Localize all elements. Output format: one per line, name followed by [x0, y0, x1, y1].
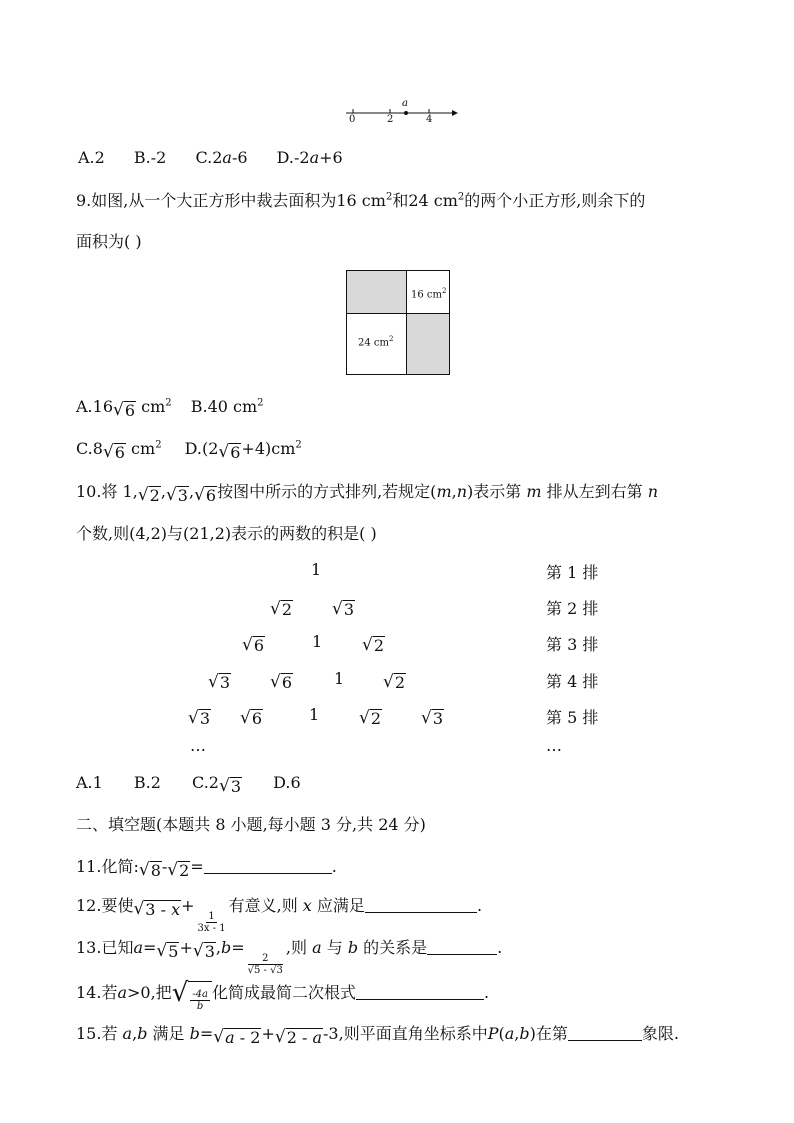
q10-r3-e1: √ 6 [242, 635, 265, 655]
q8-option-d[interactable]: D.-2a+6 [276, 148, 343, 167]
q9-label-24: 24 $cm^2$ [358, 335, 394, 349]
q14: 14.若a>0,把 √ $\frac{-4a}{b}$ 化简成最简二次根式 . [76, 978, 490, 1012]
q10-r5-e1: √ 3 [188, 708, 211, 728]
tick-2: 2 [387, 114, 394, 125]
q10-r5-e4: √ 2 [359, 708, 382, 728]
q11: 11.化简: √ 8 - √ 2 = . [76, 857, 337, 880]
q10-r3-e3: √ 2 [362, 635, 385, 655]
q10-row-label-3: 第 3 排 [546, 635, 599, 654]
q9-label-16: 16 $cm^2$ [411, 287, 447, 301]
q10-ellipsis-right: … [546, 736, 562, 755]
q10-row-label-1: 第 1 排 [546, 563, 599, 582]
q10-r4-e3: 1 [334, 669, 345, 688]
q10-r5-e2: √ 6 [240, 708, 263, 728]
number-line [340, 98, 460, 130]
q10-text-line1: 10.将 1, √ 2 , √ 3 , √ 6 按图中所示的方式排列,若规定(m,n)表示第 m 排从左到右第 n [76, 482, 659, 505]
q8-option-c[interactable]: C.2a-6 [195, 148, 248, 167]
q10-option-c[interactable]: C.2 √ 3 [192, 773, 242, 796]
q9-options-row1 [76, 397, 264, 419]
q13: 13.已知a= √ 5 + √ 3 ,b= $\frac{2}{√5 - √3}$ ,则 a 与 b 的关系是 . [76, 938, 503, 976]
q10-option-d[interactable]: D.6 [273, 773, 301, 792]
q10-r3-e2: 1 [312, 632, 323, 651]
tick-4: 4 [426, 114, 433, 125]
tick-0: 0 [349, 114, 356, 125]
q9-text-line1: 9.如图,从一个大正方形中裁去面积为16 $cm^2$和24 $cm^2$的两个小正方形,则余下的 [76, 191, 646, 210]
q12: 12.要使 √ 3 - x + $\frac{1}{3x - 1}$ 有意义,则 x 应满足 . [76, 896, 483, 934]
q9-shaded-bottom-right [407, 314, 450, 375]
q9-figure [346, 270, 450, 376]
q10-r5-e5: √ 3 [421, 708, 444, 728]
q8-option-a[interactable]: A.2 [78, 148, 105, 167]
q10-r2-e2: √ 3 [332, 599, 355, 619]
q10-r4-e4: √ 2 [383, 672, 406, 692]
q10-ellipsis-left: … [190, 736, 206, 755]
q9-options-row2 [76, 439, 302, 461]
q8-option-b[interactable]: B.-2 [133, 148, 167, 167]
q10-text-line2: 个数,则(4,2)与(21,2)表示的两数的积是( ) [76, 524, 377, 543]
point-a-label: a [402, 98, 408, 109]
q12-answer-blank[interactable] [365, 896, 477, 913]
q9-option-a[interactable]: A.16 √ 6 $cm^2$ [76, 397, 172, 420]
q9-option-d[interactable]: D.(2 √ 6 $+4)cm^2$ [184, 439, 302, 462]
number-line-svg [340, 98, 460, 130]
q13-answer-blank[interactable] [427, 938, 497, 955]
q10-r1-e1: 1 [311, 560, 322, 579]
q15-answer-blank[interactable] [568, 1024, 642, 1041]
section-2-heading: 二、填空题(本题共 8 小题,每小题 3 分,共 24 分) [76, 815, 426, 834]
q9-option-c[interactable]: C.8 √ 6 $cm^2$ [76, 439, 162, 462]
q9-text-line2: 面积为( ) [76, 232, 142, 251]
q10-row-label-2: 第 2 排 [546, 599, 599, 618]
q9-square-diagram [346, 270, 450, 376]
q10-r4-e1: √ 3 [208, 672, 231, 692]
q10-r2-e1: √ 2 [270, 599, 293, 619]
q10-option-a[interactable]: A.1 [76, 773, 103, 792]
q10-options [76, 773, 301, 795]
q11-answer-blank[interactable] [204, 857, 332, 874]
q10-option-b[interactable]: B.2 [133, 773, 161, 792]
q10-r5-e3: 1 [309, 705, 320, 724]
q10-r4-e2: √ 6 [270, 672, 293, 692]
q9-option-b[interactable]: B.40 $cm^2$ [190, 397, 264, 416]
q14-answer-blank[interactable] [356, 983, 484, 1000]
q9-shaded-top-left [347, 271, 407, 314]
q10-row-label-4: 第 4 排 [546, 672, 599, 691]
q8-options [78, 148, 343, 167]
q10-row-label-5: 第 5 排 [546, 708, 599, 727]
q15: 15.若 a,b 满足 b= √ a - 2 + √ 2 - a -3,则平面直角坐标系中P(a,b)在第 象限. [76, 1024, 679, 1047]
